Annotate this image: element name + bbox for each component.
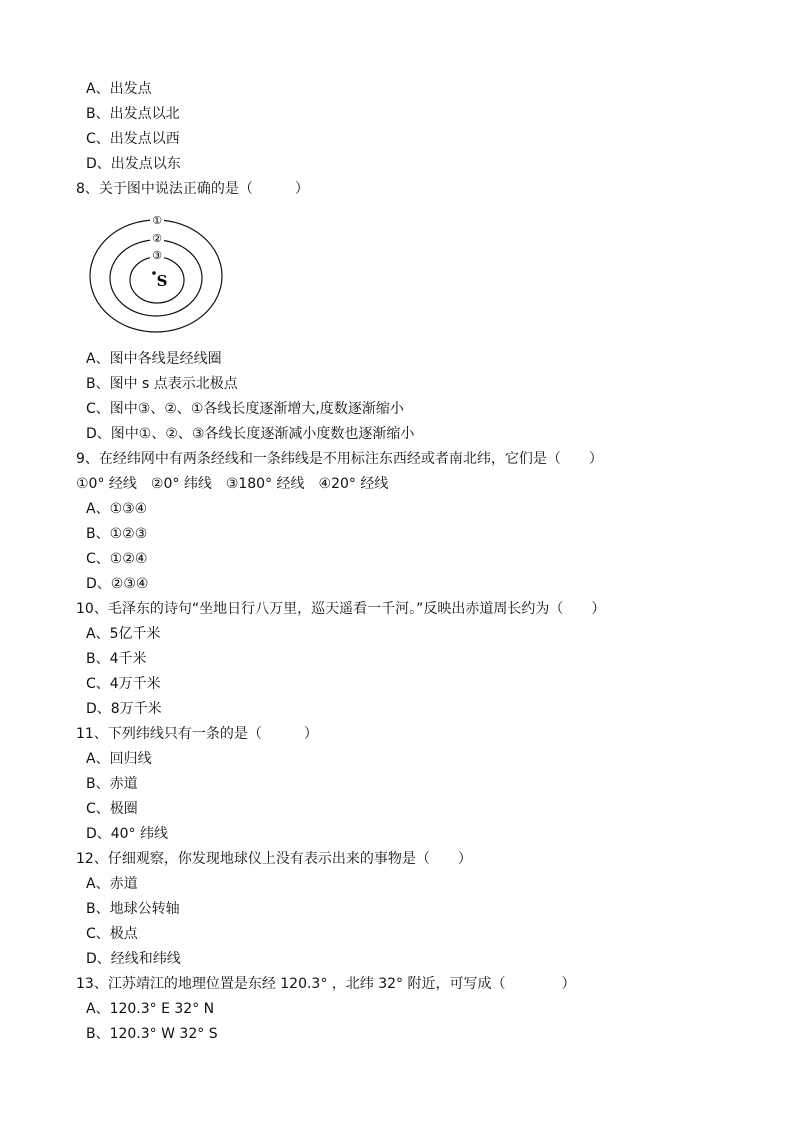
q7-option-d: D、出发点以东 xyxy=(86,156,181,172)
q11-option-b: B、赤道 xyxy=(86,776,138,792)
circle-label-1: ① xyxy=(152,214,162,227)
q7-option-c: C、出发点以西 xyxy=(86,131,180,147)
q12-option-d: D、经线和纬线 xyxy=(86,951,181,967)
q10-option-b: B、4千米 xyxy=(86,651,147,667)
circle-label-2: ② xyxy=(152,232,162,245)
q13-stem: 13、江苏靖江的地理位置是东经 120.3° ，北纬 32° 附近，可写成（ ） xyxy=(76,976,576,992)
q9-items: ①0° 经线 ②0° 纬线 ③180° 经线 ④20° 经线 xyxy=(76,476,389,492)
q10-option-c: C、4万千米 xyxy=(86,676,161,692)
q9-option-b: B、①②③ xyxy=(86,526,148,542)
center-label-s: S xyxy=(156,272,168,290)
q8-option-d: D、图中①、②、③各线长度逐渐减小度数也逐渐缩小 xyxy=(86,426,415,442)
q12-option-c: C、极点 xyxy=(86,926,138,942)
center-point xyxy=(152,271,156,275)
q11-option-a: A、回归线 xyxy=(86,751,152,767)
q13-option-a: A、120.3° E 32° N xyxy=(86,1001,215,1017)
q11-option-c: C、极圈 xyxy=(86,801,138,817)
q10-stem: 10、毛泽东的诗句“坐地日行八万里，巡天遥看一千河。”反映出赤道周长约为（ ） xyxy=(76,601,606,617)
q12-option-b: B、地球公转轴 xyxy=(86,901,180,917)
q12-option-a: A、赤道 xyxy=(86,876,138,892)
q12-stem: 12、仔细观察，你发现地球仪上没有表示出来的事物是（ ） xyxy=(76,851,472,867)
q8-option-c: C、图中③、②、①各线长度逐渐增大,度数逐渐缩小 xyxy=(86,401,404,417)
concentric-circles-figure xyxy=(86,210,226,336)
q7-option-b: B、出发点以北 xyxy=(86,106,180,122)
q10-option-d: D、8万千米 xyxy=(86,701,162,717)
q8-option-b: B、图中 s 点表示北极点 xyxy=(86,376,238,392)
q13-option-b: B、120.3° W 32° S xyxy=(86,1026,218,1042)
q11-stem: 11、下列纬线只有一条的是（ ） xyxy=(76,726,318,742)
q7-option-a: A、出发点 xyxy=(86,81,152,97)
circle-label-3: ③ xyxy=(152,249,162,262)
q10-option-a: A、5亿千米 xyxy=(86,626,161,642)
q9-option-c: C、①②④ xyxy=(86,551,148,567)
q9-stem: 9、在经纬网中有两条经线和一条纬线是不用标注东西经或者南北纬，它们是（ ） xyxy=(76,451,603,467)
q9-option-d: D、②③④ xyxy=(86,576,149,592)
q8-stem: 8、关于图中说法正确的是（ ） xyxy=(76,181,309,197)
q9-option-a: A、①③④ xyxy=(86,501,148,517)
q8-option-a: A、图中各线是经线圈 xyxy=(86,351,222,367)
q11-option-d: D、40° 纬线 xyxy=(86,826,169,842)
